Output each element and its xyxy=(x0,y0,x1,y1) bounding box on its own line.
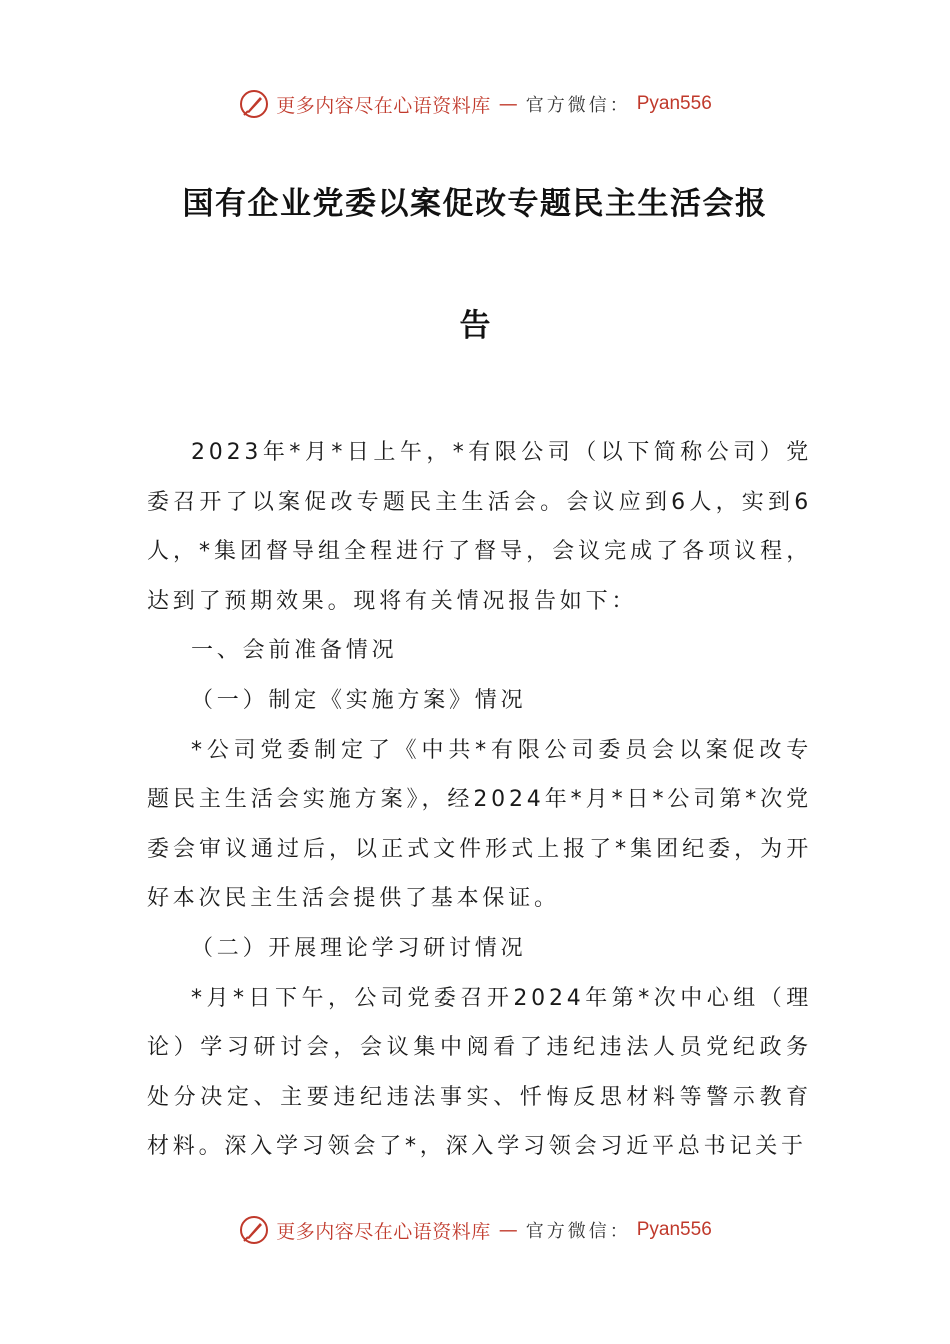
banner-wechat-label: 官方微信： xyxy=(525,1221,631,1242)
banner-wechat-id: Pyan556 xyxy=(636,93,712,114)
banner-dash: — xyxy=(498,1219,518,1241)
subsection-heading-1: （一）制定《实施方案》情况 xyxy=(191,687,527,713)
paragraph-intro: 2023年*月*日上午，*有限公司（以下简称公司）党委召开了以案促改专题民主生活会。会议应到6人，实到6人，*集团督导组全程进行了督导，会议完成了各项议程，达到了预期效果。现将有关情况报告如下： xyxy=(147,440,812,614)
quill-logo-icon xyxy=(238,1214,270,1246)
paragraph-study: *月*日下午，公司党委召开2024年第*次中心组（理论）学习研讨会，会议集中阅看了违纪违法人员党纪政务处分决定、主要违纪违法事实、忏悔反思材料等警示教育材料。深入学习领会了*，深入学习领会习近平总书记关于 xyxy=(147,985,812,1160)
document-title-line-2: 告 xyxy=(459,308,491,344)
footer-banner xyxy=(0,1210,950,1250)
paragraph-plan: *公司党委制定了《中共*有限公司委员会以案促改专题民主生活会实施方案》，经2024年*月*日*公司第*次党委会审议通过后，以正式文件形式上报了*集团纪委，为开好本次民主生活会提供了基本保证。 xyxy=(147,737,812,912)
document-body xyxy=(147,428,812,1172)
header-banner xyxy=(0,84,950,124)
quill-logo-icon xyxy=(238,88,270,120)
banner-brand-text: 更多内容尽在心语资料库 xyxy=(276,94,491,117)
banner-wechat-label: 官方微信： xyxy=(525,95,631,116)
section-heading-1: 一、会前准备情况 xyxy=(191,638,398,664)
banner-brand-text: 更多内容尽在心语资料库 xyxy=(276,1220,491,1243)
document-title-line-1: 国有企业党委以案促改专题民主生活会报 xyxy=(182,186,768,222)
subsection-heading-2: （二）开展理论学习研讨情况 xyxy=(191,935,527,961)
banner-dash: — xyxy=(498,93,518,115)
banner-wechat-id: Pyan556 xyxy=(636,1219,712,1240)
